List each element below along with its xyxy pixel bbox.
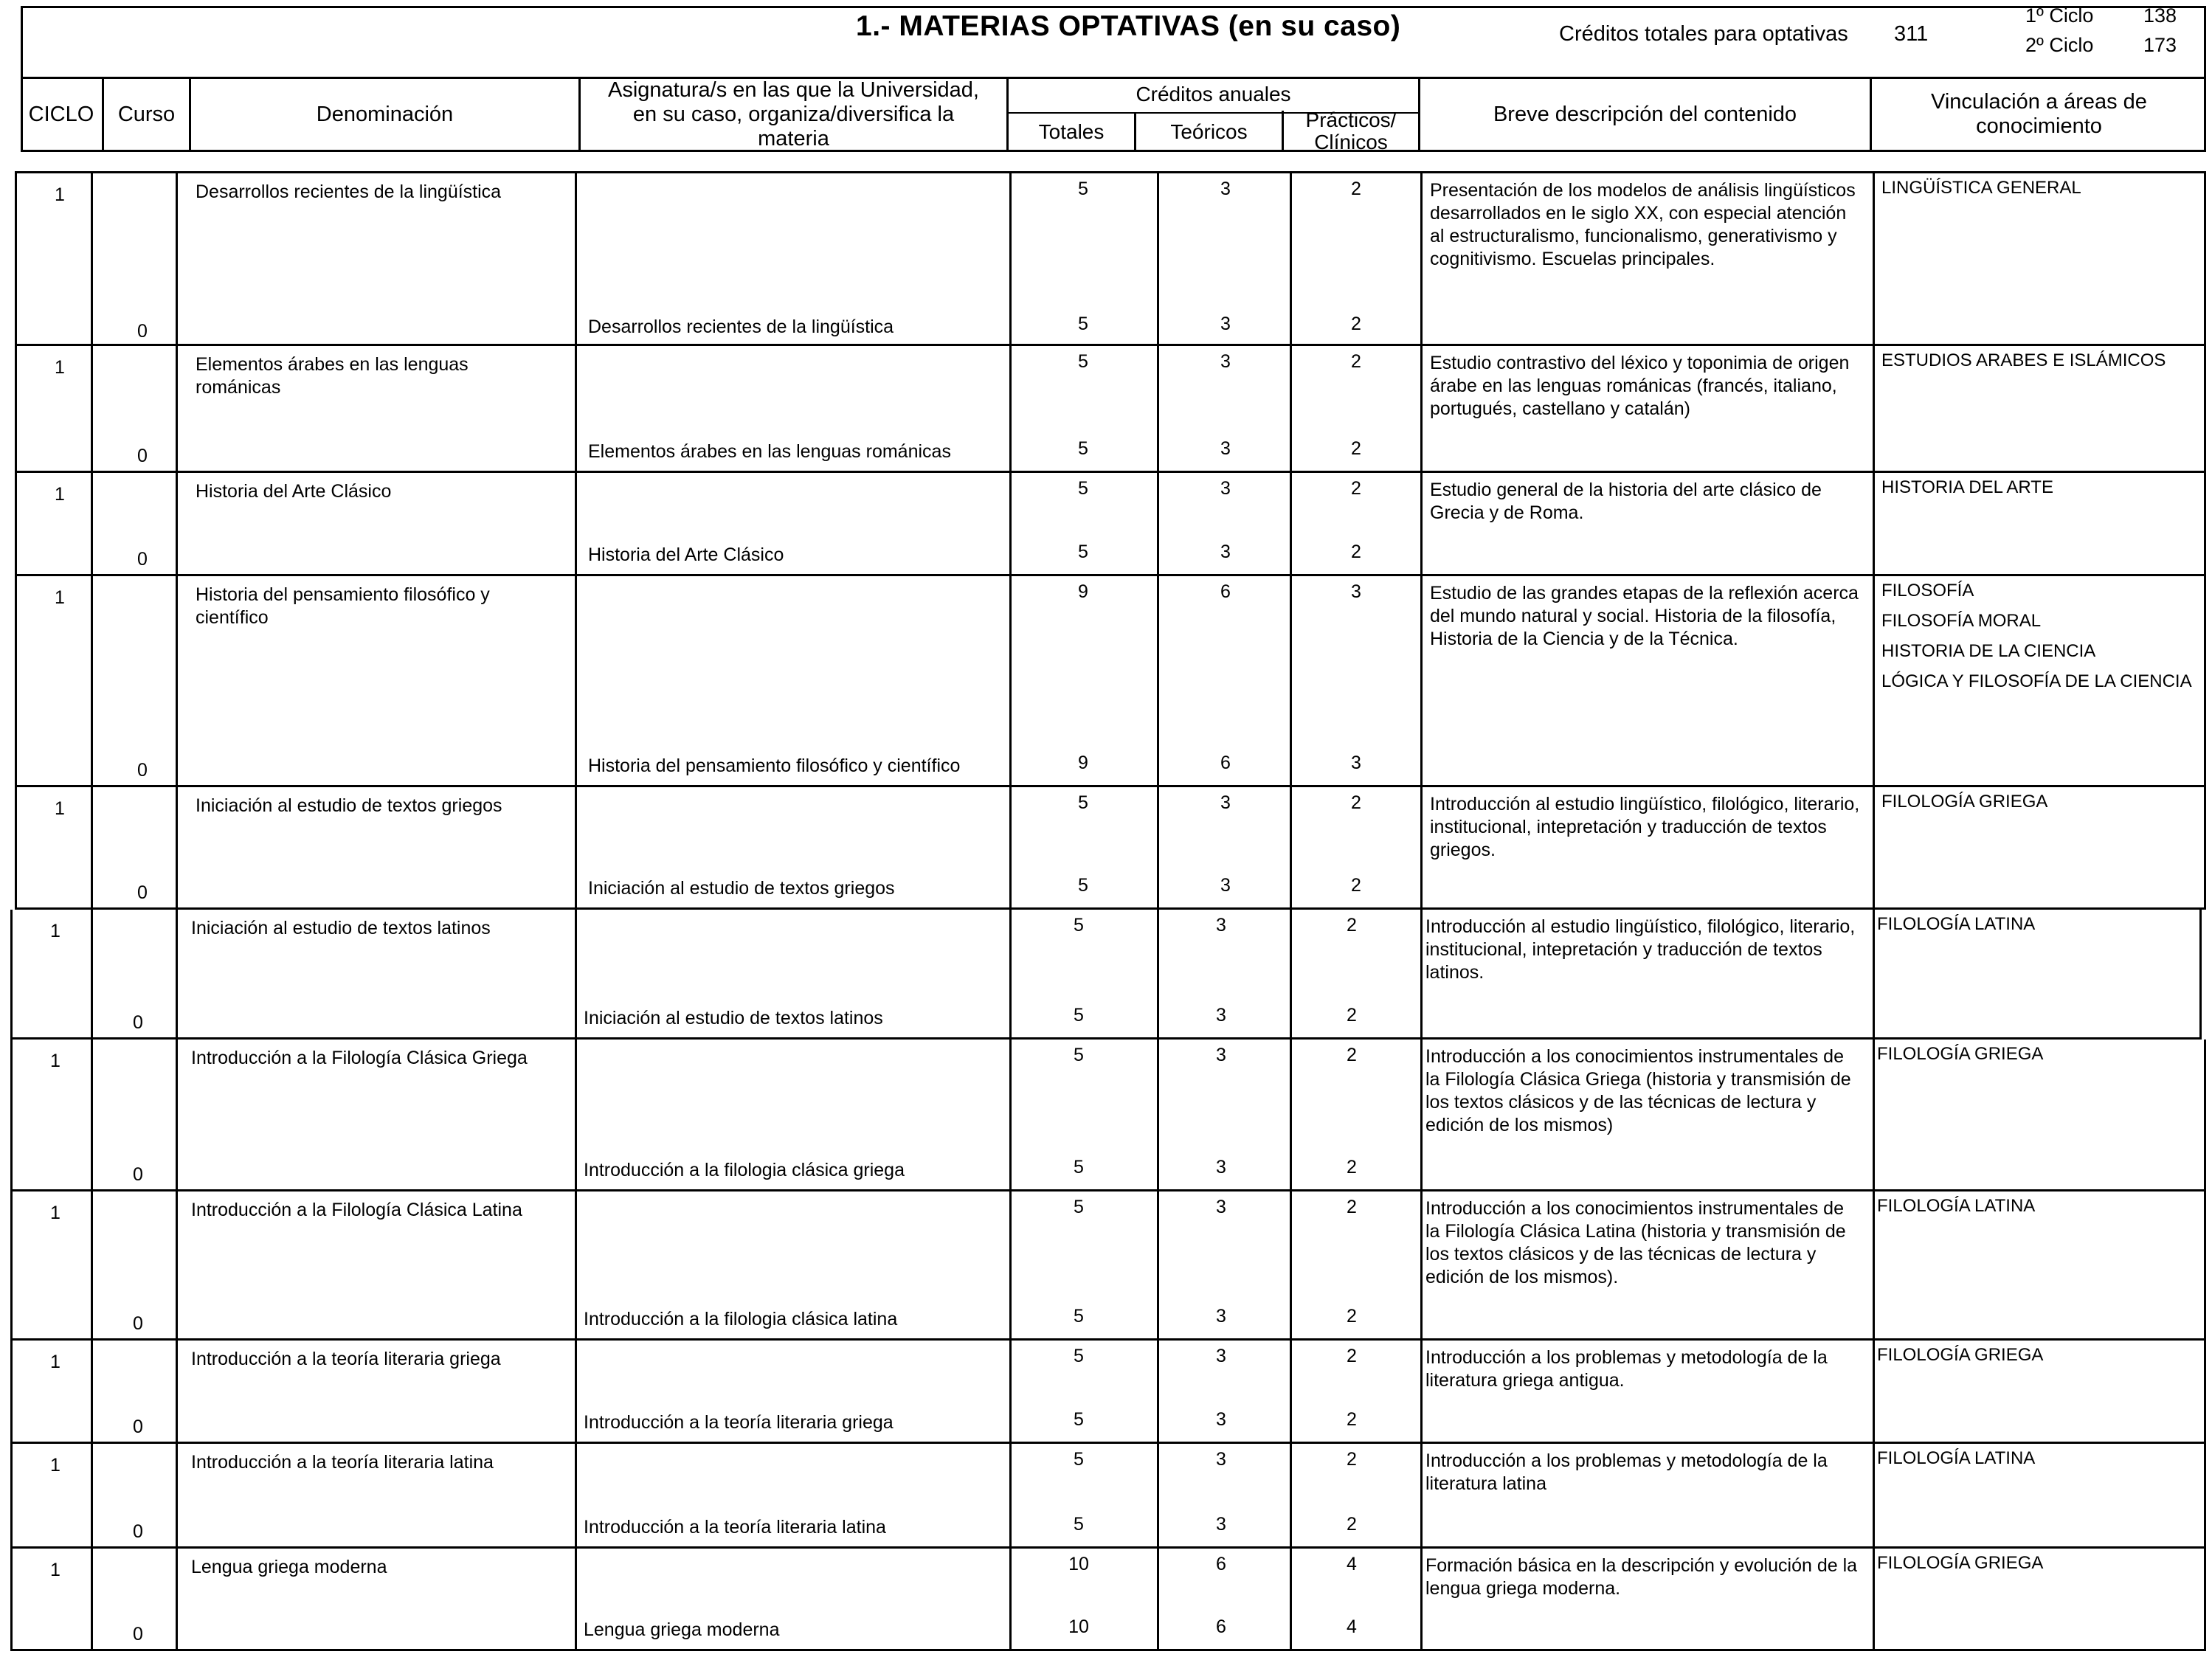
- column-divider: [1009, 576, 1012, 785]
- teoricos-value: 3: [1216, 915, 1226, 935]
- teoricos-value-asignatura: 3: [1220, 438, 1231, 459]
- column-divider: [91, 576, 93, 785]
- column-divider: [1873, 473, 1875, 574]
- col-descripcion: Breve descripción del contenido: [1418, 77, 1870, 152]
- column-divider: [1873, 787, 1875, 907]
- practicos-value: 2: [1351, 351, 1361, 372]
- denominacion-text: Introducción a la Filología Clásica Griega: [191, 1048, 528, 1068]
- column-divider: [91, 346, 93, 471]
- area-item: HISTORIA DE LA CIENCIA: [1881, 641, 2096, 661]
- column-divider: [1157, 576, 1159, 785]
- column-divider: [1420, 1191, 1423, 1338]
- totales-value-asignatura: 5: [1074, 1409, 1084, 1430]
- vinculacion-areas: [1877, 913, 2202, 943]
- ciclo-value: 1: [50, 1051, 61, 1071]
- column-divider: [1420, 1341, 1423, 1442]
- totales-value: 5: [1078, 179, 1088, 199]
- curso-value: 0: [133, 1164, 143, 1185]
- asignatura-text: Historia del Arte Clásico: [588, 544, 784, 565]
- column-divider: [1873, 346, 1875, 471]
- ciclo-value: 1: [50, 1352, 61, 1372]
- col-ciclo: CICLO: [28, 102, 94, 126]
- practicos-value-asignatura: 2: [1347, 1514, 1357, 1535]
- practicos-value-asignatura: 2: [1347, 1306, 1357, 1327]
- totales-value-asignatura: 5: [1074, 1514, 1084, 1535]
- column-divider: [1290, 473, 1292, 574]
- column-divider: [1009, 1040, 1012, 1189]
- column-divider: [1009, 1444, 1012, 1546]
- totales-value-asignatura: 5: [1074, 1306, 1084, 1327]
- column-divider: [91, 1341, 93, 1442]
- teoricos-value: 3: [1216, 1449, 1226, 1470]
- descripcion-text: Presentación de los modelos de análisis lingüísticos desarrollados en le siglo XX, con especial atención al estructuralismo, funcionalismo, generativismo y cognitivismo. Escuelas principales.: [1430, 180, 1856, 269]
- practicos-value-asignatura: 2: [1347, 1157, 1357, 1177]
- curso-value: 0: [137, 549, 148, 570]
- column-divider: [575, 1040, 577, 1189]
- column-divider: [1009, 1341, 1012, 1442]
- curso-value: 0: [133, 1012, 143, 1033]
- asignatura-text: Introducción a la teoría literaria latina: [584, 1517, 886, 1538]
- totales-value: 5: [1078, 792, 1088, 813]
- teoricos-value-asignatura: 3: [1216, 1514, 1226, 1535]
- practicos-value: 3: [1351, 581, 1361, 602]
- area-item: LINGÜÍSTICA GENERAL: [1881, 178, 2081, 198]
- teoricos-value: 3: [1216, 1045, 1226, 1065]
- practicos-value: 2: [1351, 478, 1361, 499]
- column-divider: [1157, 1341, 1159, 1442]
- curso-value: 0: [137, 882, 148, 903]
- totales-value-asignatura: 5: [1078, 542, 1088, 562]
- table-row: [10, 1549, 2206, 1651]
- area-item: FILOLOGÍA GRIEGA: [1881, 792, 2048, 812]
- totales-value-asignatura: 5: [1078, 314, 1088, 334]
- practicos-value-asignatura: 2: [1351, 542, 1361, 562]
- column-divider: [1290, 1444, 1292, 1546]
- practicos-value: 2: [1351, 792, 1361, 813]
- asignatura-text: Introducción a la teoría literaria griega: [584, 1412, 894, 1433]
- column-divider: [91, 1549, 93, 1649]
- column-divider: [1009, 173, 1012, 344]
- descripcion-text: Estudio general de la historia del arte clásico de Grecia y de Roma.: [1430, 480, 1822, 523]
- descripcion-text: Introducción al estudio lingüístico, filológico, literario, institucional, intepretación y traducción de textos latinos.: [1425, 916, 1856, 983]
- column-divider: [176, 1040, 178, 1189]
- column-divider: [1157, 473, 1159, 574]
- column-divider: [1157, 787, 1159, 907]
- denominacion-text: Iniciación al estudio de textos latinos: [191, 918, 491, 938]
- column-divider: [1290, 1549, 1292, 1649]
- practicos-value-asignatura: 3: [1351, 753, 1361, 773]
- column-divider: [1420, 1444, 1423, 1546]
- practicos-value-asignatura: 2: [1347, 1409, 1357, 1430]
- column-divider: [91, 1040, 93, 1189]
- practicos-value: 2: [1347, 1045, 1357, 1065]
- curso-value: 0: [133, 1624, 143, 1644]
- column-divider: [176, 576, 178, 785]
- column-divider: [1873, 910, 1875, 1037]
- table-row: [10, 910, 2202, 1040]
- practicos-value: 2: [1347, 1346, 1357, 1366]
- practicos-value: 2: [1347, 1197, 1357, 1217]
- totales-value-asignatura: 10: [1068, 1616, 1089, 1637]
- column-divider: [176, 1444, 178, 1546]
- column-divider: [1420, 910, 1423, 1037]
- area-item: LÓGICA Y FILOSOFÍA DE LA CIENCIA: [1881, 671, 2192, 691]
- column-divider: [176, 473, 178, 574]
- teoricos-value-asignatura: 3: [1216, 1306, 1226, 1327]
- column-divider: [91, 173, 93, 344]
- area-item: FILOLOGÍA LATINA: [1877, 914, 2036, 934]
- ciclo-value: 1: [50, 1560, 61, 1580]
- column-divider: [176, 910, 178, 1037]
- denominacion-text: Lengua griega moderna: [191, 1557, 387, 1577]
- asignatura-text: Lengua griega moderna: [584, 1619, 780, 1640]
- teoricos-value-asignatura: 3: [1216, 1409, 1226, 1430]
- practicos-value-asignatura: 4: [1347, 1616, 1357, 1637]
- asignatura-text: Introducción a la filologia clásica griega: [584, 1160, 905, 1180]
- column-divider: [1290, 1341, 1292, 1442]
- denominacion-text: Iniciación al estudio de textos griegos: [196, 795, 502, 816]
- practicos-value: 2: [1347, 915, 1357, 935]
- column-divider: [1009, 787, 1012, 907]
- col-vinculacion: Vinculación a áreas de conocimiento: [1870, 77, 2206, 152]
- area-item: FILOSOFÍA: [1881, 581, 1974, 601]
- area-item: FILOLOGÍA GRIEGA: [1877, 1345, 2044, 1365]
- column-divider: [1873, 1191, 1875, 1338]
- column-divider: [1420, 576, 1423, 785]
- denominacion-text: Elementos árabes en las lenguas románicas: [196, 354, 469, 398]
- area-item: ESTUDIOS ARABES E ISLÁMICOS: [1881, 350, 2166, 370]
- column-divider: [91, 1444, 93, 1546]
- ciclo1-label: 1º Ciclo: [2025, 4, 2094, 27]
- table-row: [15, 171, 2206, 346]
- table-row: [15, 576, 2206, 787]
- curso-value: 0: [137, 760, 148, 781]
- column-divider: [1873, 1549, 1875, 1649]
- descripcion-text: Introducción a los problemas y metodología de la literatura griega antigua.: [1425, 1347, 1828, 1391]
- column-divider: [1157, 173, 1159, 344]
- area-item: FILOSOFÍA MORAL: [1881, 611, 2042, 631]
- ciclo-value: 1: [55, 587, 65, 608]
- ciclo-value: 1: [55, 484, 65, 505]
- ciclo-value: 1: [55, 798, 65, 819]
- asignatura-text: Iniciación al estudio de textos griegos: [588, 878, 895, 899]
- totales-value: 5: [1074, 915, 1084, 935]
- column-divider: [1157, 1549, 1159, 1649]
- teoricos-value-asignatura: 3: [1216, 1005, 1226, 1026]
- teoricos-value: 3: [1220, 792, 1231, 813]
- column-divider: [1873, 1040, 1875, 1189]
- teoricos-value: 3: [1220, 478, 1231, 499]
- column-divider: [1420, 346, 1423, 471]
- col-totales: Totales: [1038, 120, 1105, 143]
- area-item: FILOLOGÍA GRIEGA: [1877, 1044, 2044, 1064]
- column-divider: [1290, 576, 1292, 785]
- vinculacion-areas: [1877, 1447, 2202, 1477]
- column-divider: [1157, 1040, 1159, 1189]
- area-item: FILOLOGÍA LATINA: [1877, 1196, 2036, 1216]
- practicos-value-asignatura: 2: [1351, 875, 1361, 896]
- col-asignaturas: Asignatura/s en las que la Universidad, en su caso, organiza/diversifica la materia: [578, 77, 1006, 152]
- ciclo2-value: 173: [2143, 34, 2177, 56]
- asignatura-text: Elementos árabes en las lenguas románicas: [588, 441, 951, 462]
- descripcion-text: Introducción a los conocimientos instrumentales de la Filología Clásica Griega (historia y transmisión de los textos clásicos y de las técnicas de lectura y edición de los mismos): [1425, 1046, 1851, 1135]
- column-divider: [1873, 1341, 1875, 1442]
- practicos-value: 2: [1351, 179, 1361, 199]
- column-divider: [1009, 346, 1012, 471]
- asignatura-text: Desarrollos recientes de la lingüística: [588, 317, 894, 337]
- totales-value: 10: [1068, 1554, 1089, 1574]
- area-item: FILOLOGÍA LATINA: [1877, 1448, 2036, 1468]
- asignatura-text: Historia del pensamiento filosófico y científico: [588, 755, 961, 776]
- teoricos-value-asignatura: 3: [1220, 542, 1231, 562]
- column-divider: [1873, 576, 1875, 785]
- curso-value: 0: [133, 1417, 143, 1437]
- column-divider: [1290, 910, 1292, 1037]
- column-divider: [176, 346, 178, 471]
- totales-value: 5: [1078, 351, 1088, 372]
- col-practicos: Prácticos/ Clínicos: [1282, 111, 1418, 152]
- practicos-value-asignatura: 2: [1351, 438, 1361, 459]
- denominacion-text: Introducción a la teoría literaria griega: [191, 1349, 501, 1369]
- teoricos-value: 6: [1220, 581, 1231, 602]
- ciclo-value: 1: [50, 1203, 61, 1223]
- column-divider: [1420, 173, 1423, 344]
- curso-value: 0: [137, 321, 148, 342]
- descripcion-text: Estudio de las grandes etapas de la reflexión acerca del mundo natural y social. Historia de la filosofía, Historia de la Ciencia y de la Técnica.: [1430, 583, 1859, 649]
- teoricos-value-asignatura: 6: [1216, 1616, 1226, 1637]
- column-divider: [1420, 787, 1423, 907]
- column-divider: [91, 787, 93, 907]
- asignatura-text: Iniciación al estudio de textos latinos: [584, 1008, 883, 1028]
- column-divider: [176, 1191, 178, 1338]
- totales-value: 5: [1074, 1346, 1084, 1366]
- column-divider: [1157, 1444, 1159, 1546]
- column-divider: [1420, 473, 1423, 574]
- vinculacion-areas: [1881, 790, 2206, 820]
- descripcion-text: Estudio contrastivo del léxico y toponimia de origen árabe en las lenguas románicas (francés, italiano, portugués, castellano y catalán): [1430, 353, 1850, 419]
- practicos-value: 2: [1347, 1449, 1357, 1470]
- vinculacion-areas: [1881, 476, 2206, 506]
- column-divider: [176, 1341, 178, 1442]
- totales-value: 9: [1078, 581, 1088, 602]
- teoricos-value-asignatura: 6: [1220, 753, 1231, 773]
- curso-value: 0: [137, 446, 148, 466]
- column-divider: [1290, 173, 1292, 344]
- column-divider: [1290, 346, 1292, 471]
- ciclo1-value: 138: [2143, 4, 2177, 27]
- column-divider: [1009, 1191, 1012, 1338]
- vinculacion-areas: [1881, 349, 2206, 379]
- column-divider: [1873, 1444, 1875, 1546]
- table-row: [10, 1341, 2206, 1444]
- totales-value: 5: [1074, 1045, 1084, 1065]
- totales-value-asignatura: 5: [1074, 1005, 1084, 1026]
- totales-value: 5: [1078, 478, 1088, 499]
- teoricos-value-asignatura: 3: [1220, 875, 1231, 896]
- column-divider: [1157, 910, 1159, 1037]
- vinculacion-areas: [1881, 176, 2206, 207]
- table-row: [15, 346, 2206, 473]
- col-teoricos: Teóricos: [1134, 114, 1282, 151]
- column-divider: [91, 473, 93, 574]
- page-title: 1.- MATERIAS OPTATIVAS (en su caso): [856, 10, 1401, 42]
- table-row: [10, 1444, 2206, 1549]
- column-divider: [575, 1341, 577, 1442]
- totales-value-asignatura: 5: [1078, 438, 1088, 459]
- table-row: [15, 473, 2206, 576]
- vinculacion-areas: [1881, 579, 2206, 700]
- column-divider: [176, 787, 178, 907]
- column-divider: [1420, 1549, 1423, 1649]
- col-curso: Curso: [102, 77, 189, 152]
- descripcion-text: Introducción a los problemas y metodología de la literatura latina: [1425, 1450, 1828, 1494]
- column-divider: [575, 173, 577, 344]
- column-divider: [91, 910, 93, 1037]
- totales-value: 5: [1074, 1197, 1084, 1217]
- totales-value-asignatura: 9: [1078, 753, 1088, 773]
- practicos-value-asignatura: 2: [1351, 314, 1361, 334]
- column-divider: [575, 1549, 577, 1649]
- column-divider: [1157, 1191, 1159, 1338]
- practicos-value-asignatura: 2: [1347, 1005, 1357, 1026]
- column-divider: [1873, 173, 1875, 344]
- ciclo2-label: 2º Ciclo: [2025, 34, 2094, 56]
- teoricos-value-asignatura: 3: [1216, 1157, 1226, 1177]
- column-divider: [575, 1191, 577, 1338]
- curso-value: 0: [133, 1313, 143, 1334]
- denominacion-text: Historia del pensamiento filosófico y científico: [196, 584, 490, 628]
- column-divider: [1009, 910, 1012, 1037]
- vinculacion-areas: [1877, 1552, 2202, 1582]
- table-row: [15, 787, 2206, 910]
- descripcion-text: Introducción al estudio lingüístico, filológico, literario, institucional, intepretación y traducción de textos griegos.: [1430, 794, 1860, 860]
- credits-total-value: 311: [1894, 22, 1929, 46]
- descripcion-text: Introducción a los conocimientos instrumentales de la Filología Clásica Latina (historia y transmisión de los textos clásicos y de las técnicas de lectura y edición de los mismos).: [1425, 1198, 1846, 1287]
- column-divider: [1290, 787, 1292, 907]
- vinculacion-areas: [1877, 1194, 2202, 1225]
- col-denominacion: Denominación: [189, 77, 578, 152]
- column-divider: [575, 576, 577, 785]
- area-item: HISTORIA DEL ARTE: [1881, 477, 2053, 497]
- totales-value: 5: [1074, 1449, 1084, 1470]
- column-divider: [575, 473, 577, 574]
- column-divider: [1009, 1549, 1012, 1649]
- descripcion-text: Formación básica en la descripción y evolución de la lengua griega moderna.: [1425, 1555, 1858, 1599]
- column-divider: [1157, 346, 1159, 471]
- column-divider: [1290, 1040, 1292, 1189]
- teoricos-value: 3: [1216, 1197, 1226, 1217]
- vinculacion-areas: [1877, 1343, 2202, 1374]
- column-divider: [1009, 473, 1012, 574]
- vinculacion-areas: [1877, 1042, 2202, 1073]
- credits-total-label: Créditos totales para optativas: [1559, 22, 1848, 46]
- column-divider: [575, 1444, 577, 1546]
- column-divider: [176, 1549, 178, 1649]
- column-divider: [1420, 1040, 1423, 1189]
- totales-value-asignatura: 5: [1078, 875, 1088, 896]
- teoricos-value: 3: [1220, 351, 1231, 372]
- curso-value: 0: [133, 1521, 143, 1542]
- denominacion-text: Historia del Arte Clásico: [196, 481, 392, 502]
- teoricos-value: 3: [1220, 179, 1231, 199]
- ciclo-value: 1: [55, 357, 65, 378]
- column-divider: [1290, 1191, 1292, 1338]
- teoricos-value: 3: [1216, 1346, 1226, 1366]
- denominacion-text: Desarrollos recientes de la lingüística: [196, 181, 502, 202]
- asignatura-text: Introducción a la filologia clásica latina: [584, 1309, 898, 1329]
- column-divider: [91, 1191, 93, 1338]
- column-divider: [575, 346, 577, 471]
- teoricos-value-asignatura: 3: [1220, 314, 1231, 334]
- teoricos-value: 6: [1216, 1554, 1226, 1574]
- area-item: FILOLOGÍA GRIEGA: [1877, 1553, 2044, 1573]
- column-divider: [575, 787, 577, 907]
- table-row: [10, 1040, 2206, 1191]
- table-row: [10, 1191, 2206, 1341]
- ciclo-value: 1: [50, 1455, 61, 1476]
- ciclo-value: 1: [55, 184, 65, 205]
- totales-value-asignatura: 5: [1074, 1157, 1084, 1177]
- denominacion-text: Introducción a la Filología Clásica Latina: [191, 1200, 522, 1220]
- denominacion-text: Introducción a la teoría literaria latina: [191, 1452, 494, 1473]
- ciclo-value: 1: [50, 921, 61, 941]
- column-divider: [176, 173, 178, 344]
- column-divider: [575, 910, 577, 1037]
- practicos-value: 4: [1347, 1554, 1357, 1574]
- col-creditos-anuales: Créditos anuales: [1009, 77, 1418, 114]
